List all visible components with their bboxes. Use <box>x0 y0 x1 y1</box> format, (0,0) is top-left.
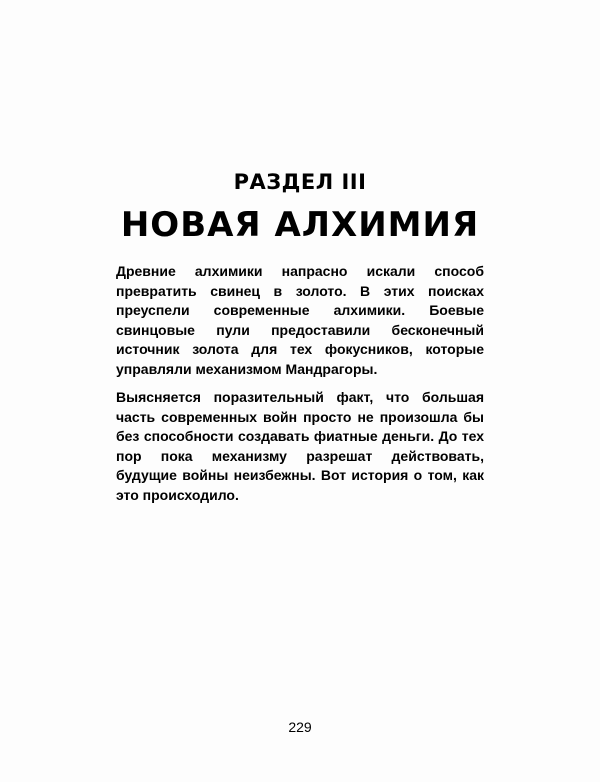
section-label: РАЗДЕЛ III <box>233 170 367 194</box>
section-title: НОВАЯ АЛХИМИЯ <box>120 205 480 245</box>
page-number: 229 <box>288 719 312 735</box>
paragraph: Древние алхимики напрасно искали способ превратить свинец в золото. В этих поисках преуспели современные алхимики. Боевые свинцовые пули предоставили бесконечный источник золота для тех фокусников, которые управляли механизмом Мандрагоры. <box>116 263 484 377</box>
body-text <box>116 262 484 514</box>
paragraph: Выясняется поразительный факт, что большая часть современных войн просто не произошла бы без способности создавать фиатные деньги. До тех пор пока механизму разрешат действовать, будущие войны неизбежны. Вот история о том, как это происходило. <box>116 389 484 503</box>
